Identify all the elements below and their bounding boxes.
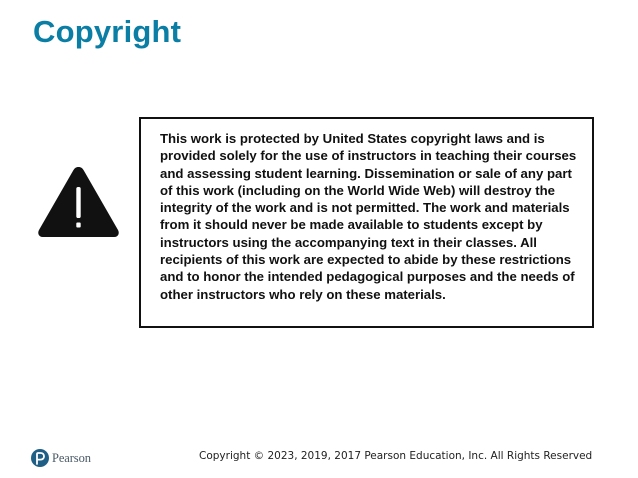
footer-copyright: Copyright © 2023, 2019, 2017 Pearson Education, Inc. All Rights Reserved: [199, 450, 593, 462]
pearson-logo: [31, 448, 91, 468]
pearson-logo-text: Pearson: [52, 450, 91, 465]
warning-triangle-icon: [35, 163, 122, 241]
copyright-notice-text: This work is protected by United States copyright laws and is provided solely for the use of instructors in teaching their courses and assessing student learning. Dissemination or sale of any part of this work (including on the World Wide Web) will destroy the integrity of the work and is not permitted. The work and materials from it should never be made available to students except by instructors using the accompanying text in their classes. All recipients of this work are expected to abide by these restrictions and to honor the intended pedagogical purposes and the needs of other instructors who rely on these materials.: [160, 131, 577, 302]
pearson-p-icon: [31, 449, 49, 467]
slide-title: Copyright: [33, 14, 182, 49]
copyright-notice-box: [139, 117, 594, 328]
